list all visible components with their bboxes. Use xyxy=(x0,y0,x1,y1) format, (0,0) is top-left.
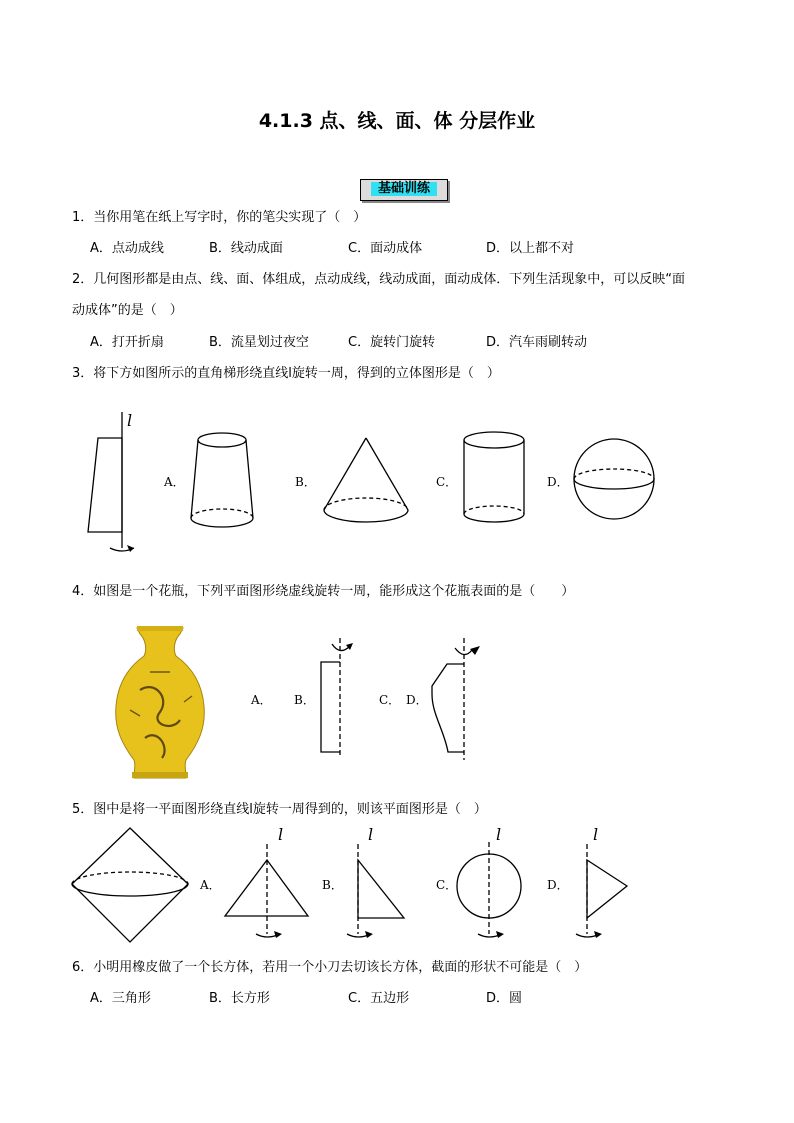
q3-axis-label: l xyxy=(127,411,133,430)
q5-option-d-triangle xyxy=(576,844,627,938)
q5-axis-label-b: l xyxy=(368,825,374,844)
question-4-text: 4．如图是一个花瓶，下列平面图形绕虚线旋转一周，能形成这个花瓶表面的是（ ） xyxy=(72,584,575,599)
q3-trapezoid-figure xyxy=(88,411,134,552)
q3-figures xyxy=(60,400,680,560)
q5-option-a-triangle xyxy=(225,844,308,938)
question-6-text: 6．小明用橡皮做了一个长方体，若用一个小刀去切该长方体，截面的形状不可能是（ ） xyxy=(72,960,588,975)
q2-option-c: C．旋转门旋转 xyxy=(348,335,436,350)
q5-double-cone xyxy=(72,828,188,942)
q2-option-a: A．打开折扇 xyxy=(90,335,164,350)
section-label: 基础训练 xyxy=(371,182,437,196)
q5-option-c-circle xyxy=(457,842,521,938)
q3-option-c-cylinder xyxy=(464,432,524,522)
q6-option-a: A．三角形 xyxy=(90,991,151,1006)
q3-label-a: A． xyxy=(164,475,185,489)
q5-label-d: D． xyxy=(547,878,569,892)
question-3-text: 3．将下方如图所示的直角梯形绕直线l旋转一周，得到的立体图形是（ ） xyxy=(72,366,500,381)
q5-label-c: C． xyxy=(436,878,458,892)
q5-label-a: A． xyxy=(200,878,221,892)
question-5-text: 5．图中是将一平面图形绕直线l旋转一周得到的，则该平面图形是（ ） xyxy=(72,802,487,817)
q5-option-b-triangle xyxy=(347,844,404,938)
q6-option-c: C．五边形 xyxy=(348,991,410,1006)
page-title: 4.1.3 点、线、面、体 分层作业 xyxy=(258,110,536,132)
q1-option-d: D．以上都不对 xyxy=(486,241,575,256)
q4-option-cd-shape xyxy=(432,638,480,760)
question-1-text: 1．当你用笔在纸上写字时，你的笔尖实现了（ ） xyxy=(72,210,367,225)
q2-option-b: B．流星划过夜空 xyxy=(209,335,309,350)
q4-label-c: C． xyxy=(379,693,401,707)
q6-option-b: B．长方形 xyxy=(209,991,270,1006)
q4-label-d: D． xyxy=(406,693,428,707)
q3-label-d: D． xyxy=(547,475,569,489)
q1-option-b: B．线动成面 xyxy=(209,241,283,256)
q4-label-b: B． xyxy=(294,693,315,707)
vase-image xyxy=(116,626,205,778)
q6-option-d: D．圆 xyxy=(486,991,523,1006)
q3-option-b-cone xyxy=(324,438,408,522)
q4-option-ab-shape xyxy=(321,638,353,755)
q2-option-d: D．汽车雨刷转动 xyxy=(486,335,588,350)
q5-figures xyxy=(60,822,680,952)
q3-option-d-sphere xyxy=(574,439,654,519)
q1-option-c: C．面动成体 xyxy=(348,241,423,256)
q3-label-b: B． xyxy=(295,475,316,489)
q5-label-b: B． xyxy=(322,878,343,892)
q4-figures xyxy=(100,620,500,785)
question-2-line-1: 2．几何图形都是由点、线、面、体组成，点动成线，线动成面，面动成体．下列生活现象中，可以反映“面 xyxy=(72,272,686,287)
q3-option-a-frustum xyxy=(191,433,253,527)
q5-axis-label-a: l xyxy=(278,825,284,844)
q5-axis-label-c: l xyxy=(496,825,502,844)
section-header xyxy=(360,179,448,201)
q1-option-a: A．点动成线 xyxy=(90,241,164,256)
q4-label-a: A． xyxy=(251,693,272,707)
question-2-line-2: 动成体”的是（ ） xyxy=(72,303,183,318)
q3-label-c: C． xyxy=(436,475,458,489)
q5-axis-label-d: l xyxy=(593,825,599,844)
